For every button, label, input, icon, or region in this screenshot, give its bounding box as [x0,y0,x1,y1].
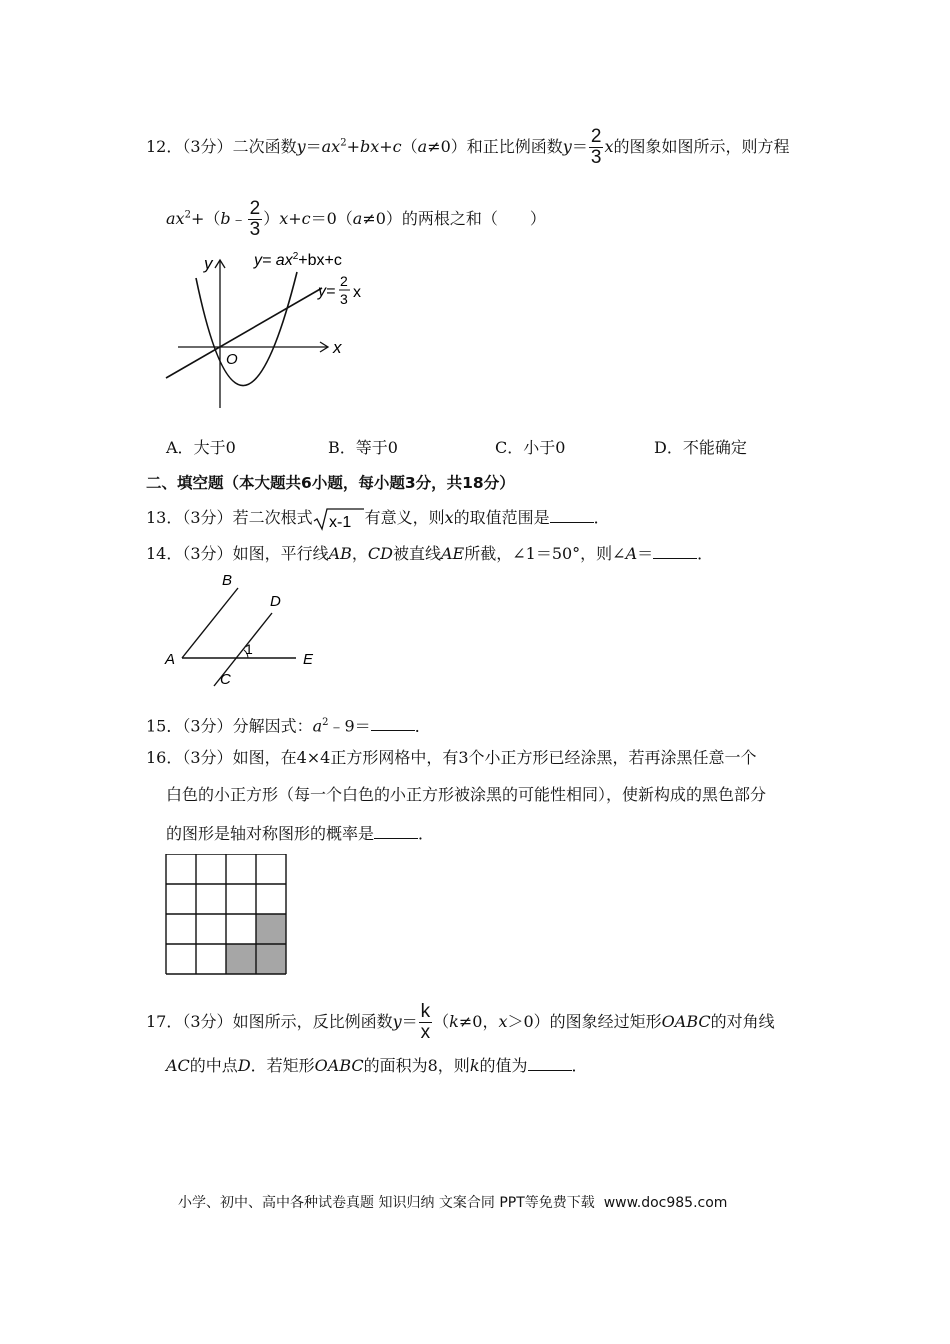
label-d: D [270,593,281,610]
shaded-cell-r3c4 [256,914,286,944]
q16-line1: 16．（3分）如图，在4×4正方形网格中，有3个小正方形已经涂黑，若再涂黑任意一个 [146,748,757,767]
label-angle-1: 1 [245,641,253,657]
answer-blank[interactable] [653,542,697,559]
answer-blank[interactable] [550,506,594,523]
line-label-x: x [353,284,361,301]
shaded-cell-r4c3 [226,944,256,974]
label-c: C [220,671,231,688]
line-label-num: 2 [340,273,348,289]
fraction-two-thirds-2: $\frac{2}{3}$ [249,198,261,240]
label-b: B [222,572,233,589]
q16-line2: 白色的小正方形（每一个白色的小正方形被涂黑的可能性相同），使新构成的黑色部分 [166,785,767,804]
q12-line1: 12．（3分）二次函数$y=ax^2+bx+c(a\ne 0)$和正比例函数y＝ $\frac{2}{3}$ x的图象如图所示，则方程 [146,126,790,168]
line-label-y: y= [318,283,336,300]
line-label-den: 3 [340,291,348,307]
footer-link[interactable]: www.doc985.com [603,1195,728,1211]
shaded-cell-r4c4 [256,944,286,974]
answer-blank[interactable] [371,714,415,731]
radicand: x-1 [328,513,351,531]
q16-line3: 的图形是轴对称图形的概率是 ． [166,824,435,843]
q14-figure [160,568,330,692]
option-d[interactable]: D．不能确定 [654,438,747,457]
q17-line1: 17．（3分）如图所示，反比例函数y＝ $\frac{k}{x}$ （k≠0，x＞0）的图象经过矩形OABC的对角线 [146,1001,775,1043]
sqrt-symbol [313,507,365,531]
label-e: E [303,651,314,668]
q16-grid [164,854,288,976]
curve-label: $y= ax^2+bx+c$ [254,251,342,269]
q12-line2: $ax^2+(b﹣$ $\frac{2}{3}$ ）x+c＝0（a≠0）的两根之和（ ） [166,198,546,240]
section-title: 二、填空题（本大题共6小题，每小题3分，共18分） [146,474,515,492]
q17-line2: AC的中点D．若矩形OABC的面积为8，则k的值为 ． [166,1056,588,1075]
fraction-k-over-x: $\frac{k}{x}$ [420,1001,431,1043]
parabola-curve [196,272,297,386]
fraction-two-thirds: $\frac{2}{3}$ [590,126,602,168]
q12-graph [160,246,370,416]
answer-blank[interactable] [528,1054,572,1071]
q15: 15．（3分）分解因式：$a^2﹣9=$ ． [146,716,431,736]
q13: 13．（3分）若二次根式 x-1 有意义，则x的取值范围是 ． [146,508,610,531]
option-a[interactable]: A．大于0 [166,438,236,457]
option-b[interactable]: B．等于0 [328,438,398,457]
line-ab [182,588,238,658]
q14: 14．（3分）如图，平行线AB，CD被直线AE所截，∠1＝50°，则∠A＝ ． [146,544,714,563]
origin-label: O [226,351,238,368]
label-a: A [165,651,176,668]
option-c[interactable]: C．小于0 [495,438,566,457]
footer-text: 小学、初中、高中各种试卷真题 知识归纳 文案合同 PPT等免费下载 [178,1195,595,1211]
axis-x-label: x [333,338,342,357]
axis-y-label: y [204,254,213,273]
proportional-line [166,288,322,378]
answer-blank[interactable] [374,822,418,839]
footer [178,1192,727,1212]
sqrt-expression [313,507,365,531]
